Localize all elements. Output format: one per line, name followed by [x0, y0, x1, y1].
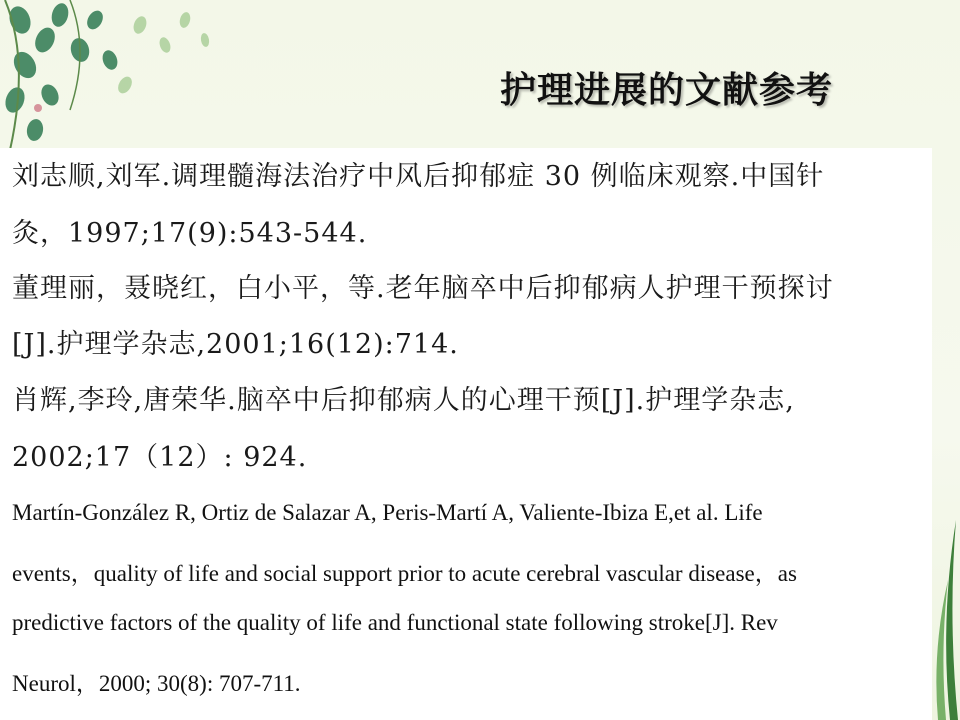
reference-2-line-1: 董理丽，聂晓红，白小平，等.老年脑卒中后抑郁病人护理干预探讨 [12, 273, 834, 304]
references-panel [0, 148, 932, 720]
reference-2-line-2: [J].护理学杂志,2001;16(12):714. [12, 329, 459, 360]
reference-1-line-2: 灸，1997;17(9):543-544. [12, 218, 368, 249]
leaf-vine-decoration-icon [0, 0, 240, 150]
reference-4-line-2: events，quality of life and social support prior to acute cerebral vascular disease，as [12, 561, 797, 586]
reference-1-line-1: 刘志顺,刘军.调理髓海法治疗中风后抑郁症 30 例临床观察.中国针 [12, 161, 825, 192]
slide-title: 护理进展的文献参考 [500, 70, 834, 111]
reference-3-line-2: 2002;17（12）: 924. [12, 442, 308, 473]
reference-3-line-1: 肖辉,李玲,唐荣华.脑卒中后抑郁病人的心理干预[J].护理学杂志, [12, 385, 795, 416]
reference-4-line-3: predictive factors of the quality of life and functional state following stroke[J]. Rev [12, 610, 778, 635]
reference-4-line-4: Neurol，2000; 30(8): 707-711. [12, 671, 301, 696]
reference-4-line-1: Martín-González R, Ortiz de Salazar A, Peris-Martí A, Valiente-Ibiza E,et al. Life [12, 500, 763, 525]
